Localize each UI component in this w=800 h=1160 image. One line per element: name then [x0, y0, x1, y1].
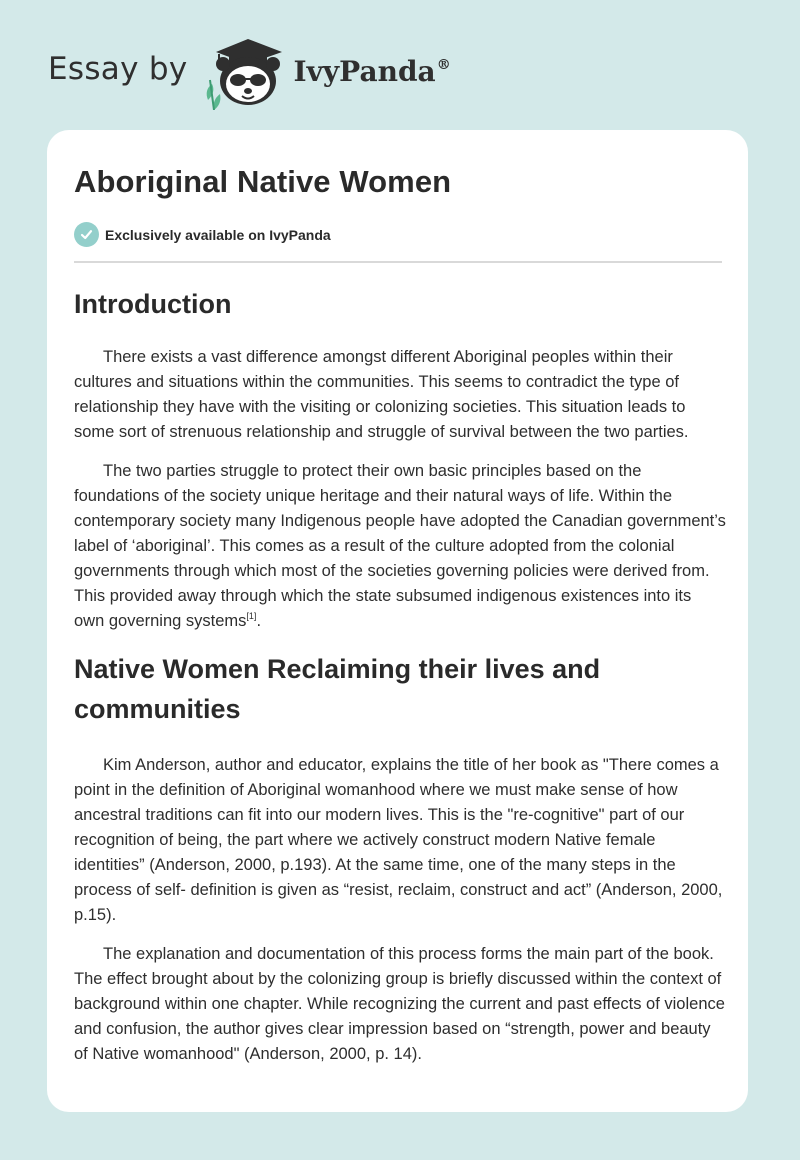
trademark-symbol: ® [436, 56, 451, 73]
footnote-link[interactable]: [1] [246, 611, 257, 621]
panda-logo-icon[interactable] [202, 34, 292, 110]
exclusive-badge [74, 222, 331, 247]
essay-body [74, 280, 726, 1081]
paragraph: The explanation and documentation of this process forms the main part of the book. The effect brought about by the colonizing group is briefly discussed within the context of background within one chapter. While recognizing the current and past effects of violence and confusion, the author gives clear impression based on “strength, power and beauty of Native womanhood" (Anderson, 2000, p. 14). [74, 945, 725, 1063]
essay-by-label: Essay by [48, 51, 188, 87]
essay-title: Aboriginal Native Women [74, 164, 452, 199]
exclusive-badge-text: Exclusively available on IvyPanda [105, 226, 331, 243]
paragraph: Kim Anderson, author and educator, explains the title of her book as "There comes a point in the definition of Aboriginal womanhood where we must make sense of how ancestral traditions can fit into our modern lives. This is the "re-cognitive" part of our recognition of being, the part where we actively construct modern Native female identities” (Anderson, 2000, p.193). At the same time, one of the many steps in the process of self- definition is given as “resist, reclaim, construct and act” (Anderson, 2000, p.15). [74, 756, 723, 924]
section-heading-native-women: Native Women Reclaiming their lives and communities [74, 654, 601, 724]
title-divider [74, 261, 722, 263]
paragraph-with-footnote: The two parties struggle to protect their own basic principles based on the foundations of the society unique heritage and their natural ways of life. Within the contemporary society many Indigenous people have adopted the Canadian government’s label of ‘aboriginal’. This comes as a result of the culture adopted from the colonial governments through which most of the societies governing policies were derived from. This provided away through which the state subsumed indigenous existences into its own governing systems[1]. [74, 462, 726, 630]
brand-name: IvyPanda® [293, 54, 451, 88]
essay-card [47, 130, 748, 1112]
section-heading-introduction: Introduction [74, 289, 232, 319]
site-header [48, 34, 451, 110]
paragraph: There exists a vast difference amongst different Aboriginal peoples within their cultures and situations within the communities. This seems to contradict the type of relationship they have with the visiting or colonizing societies. This situation leads to some sort of strenuous relationship and struggle of survival between the two parties. [74, 348, 689, 441]
check-icon [74, 222, 99, 247]
